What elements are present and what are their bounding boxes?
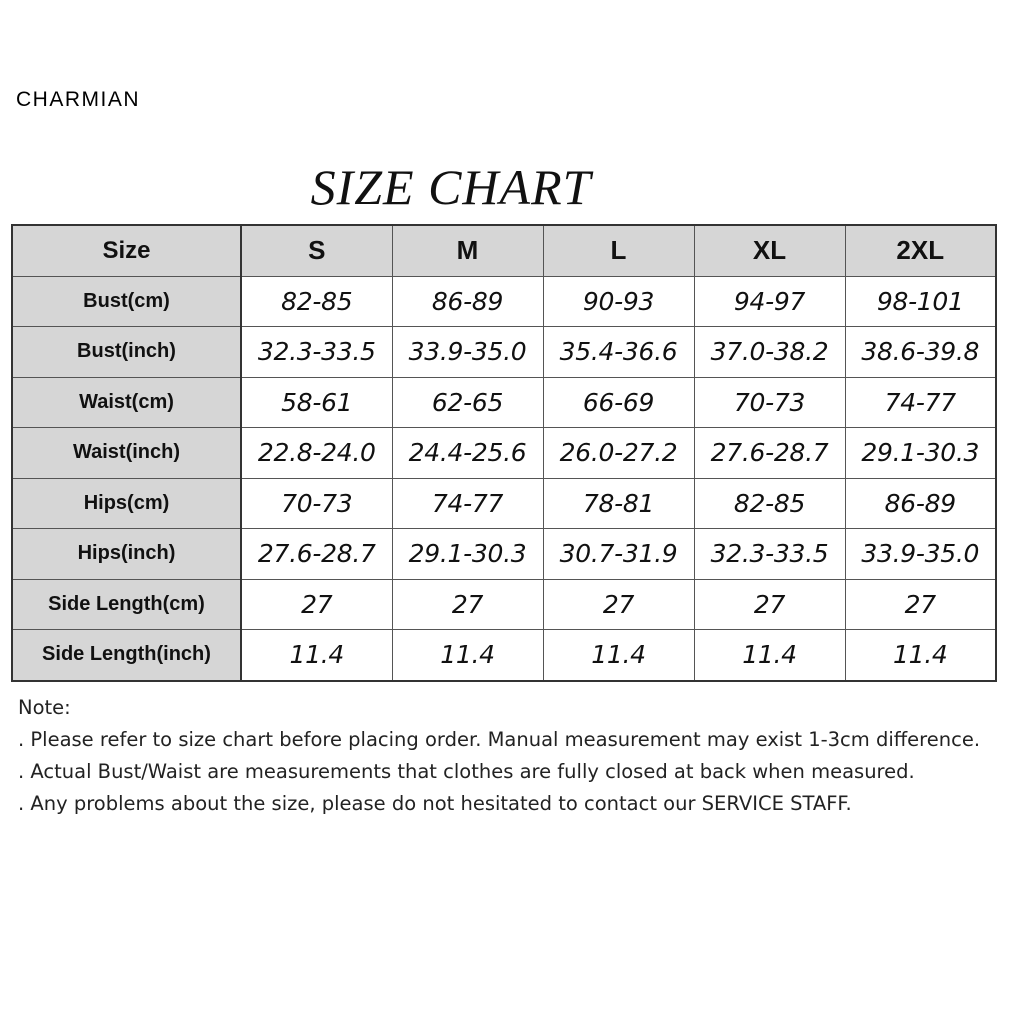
table-cell: 33.9-35.0 bbox=[392, 327, 543, 378]
header-size-label: Size bbox=[12, 225, 241, 276]
header-size-l: L bbox=[543, 225, 694, 276]
table-row bbox=[12, 276, 996, 327]
row-label: Bust(inch) bbox=[12, 327, 241, 378]
notes-section bbox=[18, 692, 993, 820]
note-line: . Any problems about the size, please do not hesitated to contact our SERVICE STAFF. bbox=[18, 792, 852, 815]
row-label: Waist(inch) bbox=[12, 428, 241, 479]
notes-heading: Note: bbox=[18, 696, 71, 719]
size-chart-header bbox=[12, 225, 996, 276]
table-cell: 27 bbox=[392, 579, 543, 630]
table-cell: 82-85 bbox=[694, 478, 845, 529]
table-row bbox=[12, 327, 996, 378]
table-cell: 62-65 bbox=[392, 377, 543, 428]
table-cell: 27 bbox=[241, 579, 392, 630]
table-row bbox=[12, 428, 996, 479]
table-cell: 11.4 bbox=[392, 630, 543, 681]
header-row bbox=[12, 225, 996, 276]
page-title bbox=[0, 158, 1010, 216]
table-cell: 86-89 bbox=[392, 276, 543, 327]
table-cell: 86-89 bbox=[845, 478, 996, 529]
table-cell: 94-97 bbox=[694, 276, 845, 327]
table-cell: 70-73 bbox=[694, 377, 845, 428]
table-cell: 38.6-39.8 bbox=[845, 327, 996, 378]
table-cell: 32.3-33.5 bbox=[694, 529, 845, 580]
table-cell: 11.4 bbox=[694, 630, 845, 681]
note-line: . Please refer to size chart before placing order. Manual measurement may exist 1-3cm difference. bbox=[18, 728, 981, 751]
table-cell: 32.3-33.5 bbox=[241, 327, 392, 378]
table-cell: 22.8-24.0 bbox=[241, 428, 392, 479]
table-row bbox=[12, 478, 996, 529]
table-row bbox=[12, 630, 996, 681]
size-chart-body bbox=[12, 276, 996, 681]
table-cell: 27 bbox=[694, 579, 845, 630]
note-line: . Actual Bust/Waist are measurements that clothes are fully closed at back when measured. bbox=[18, 760, 915, 783]
header-size-s: S bbox=[241, 225, 392, 276]
table-cell: 26.0-27.2 bbox=[543, 428, 694, 479]
table-cell: 11.4 bbox=[241, 630, 392, 681]
row-label: Hips(cm) bbox=[12, 478, 241, 529]
table-cell: 11.4 bbox=[845, 630, 996, 681]
brand-logo: CHARMIAN bbox=[16, 88, 141, 111]
table-cell: 74-77 bbox=[392, 478, 543, 529]
table-cell: 90-93 bbox=[543, 276, 694, 327]
table-row bbox=[12, 529, 996, 580]
table-cell: 27 bbox=[543, 579, 694, 630]
table-cell: 24.4-25.6 bbox=[392, 428, 543, 479]
row-label: Bust(cm) bbox=[12, 276, 241, 327]
title-text: SIZE CHART bbox=[310, 159, 592, 215]
row-label: Waist(cm) bbox=[12, 377, 241, 428]
row-label: Side Length(cm) bbox=[12, 579, 241, 630]
table-cell: 37.0-38.2 bbox=[694, 327, 845, 378]
table-cell: 98-101 bbox=[845, 276, 996, 327]
row-label: Hips(inch) bbox=[12, 529, 241, 580]
table-cell: 70-73 bbox=[241, 478, 392, 529]
table-cell: 29.1-30.3 bbox=[392, 529, 543, 580]
header-size-xl: XL bbox=[694, 225, 845, 276]
table-cell: 66-69 bbox=[543, 377, 694, 428]
header-size-2xl: 2XL bbox=[845, 225, 996, 276]
table-cell: 27 bbox=[845, 579, 996, 630]
table-row bbox=[12, 377, 996, 428]
table-cell: 27.6-28.7 bbox=[694, 428, 845, 479]
table-cell: 74-77 bbox=[845, 377, 996, 428]
row-label: Side Length(inch) bbox=[12, 630, 241, 681]
table-cell: 30.7-31.9 bbox=[543, 529, 694, 580]
table-cell: 29.1-30.3 bbox=[845, 428, 996, 479]
table-cell: 33.9-35.0 bbox=[845, 529, 996, 580]
table-row bbox=[12, 579, 996, 630]
table-cell: 11.4 bbox=[543, 630, 694, 681]
table-cell: 82-85 bbox=[241, 276, 392, 327]
header-size-m: M bbox=[392, 225, 543, 276]
table-cell: 27.6-28.7 bbox=[241, 529, 392, 580]
table-cell: 35.4-36.6 bbox=[543, 327, 694, 378]
table-cell: 78-81 bbox=[543, 478, 694, 529]
table-cell: 58-61 bbox=[241, 377, 392, 428]
size-chart-table bbox=[11, 224, 997, 682]
